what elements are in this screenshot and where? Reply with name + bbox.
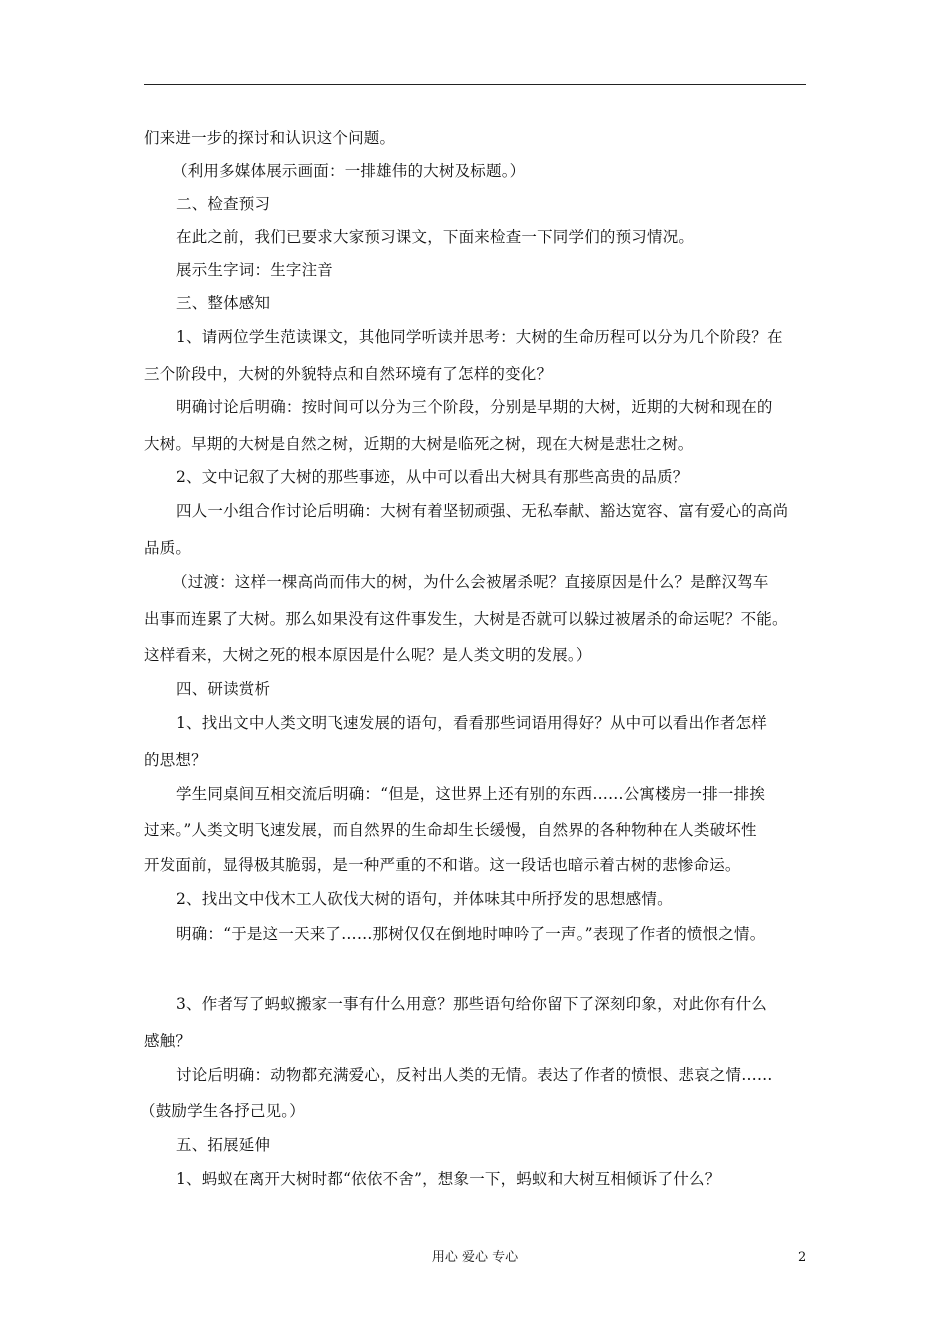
text-line: 2、找出文中伐木工人砍伐大树的语句，并体味其中所抒发的思想感情。 bbox=[176, 890, 673, 908]
text-line: 明确：“于是这一天来了……那树仅仅在倒地时呻吟了一声。”表现了作者的愤恨之情。 bbox=[176, 925, 766, 943]
text-line: 出事而连累了大树。那么如果没有这件事发生，大树是否就可以躲过被屠杀的命运呢？不能。 bbox=[144, 610, 788, 628]
text-line: （过渡：这样一棵高尚而伟大的树，为什么会被屠杀呢？直接原因是什么？是醉汉驾车 bbox=[172, 573, 769, 591]
section-heading: 五、拓展延伸 bbox=[176, 1136, 271, 1154]
text-line: 三个阶段中，大树的外貌特点和自然环境有了怎样的变化？ bbox=[144, 365, 553, 383]
text-line: 展示生字词：生字注音 bbox=[176, 261, 334, 279]
section-heading: 四、研读赏析 bbox=[176, 680, 271, 698]
section-heading: 三、整体感知 bbox=[176, 294, 271, 312]
text-line: 四人一小组合作讨论后明确：大树有着坚韧顽强、无私奉献、豁达宽容、富有爱心的高尚 bbox=[176, 502, 789, 520]
text-line: 开发面前，显得极其脆弱，是一种严重的不和谐。这一段话也暗示着古树的悲惨命运。 bbox=[144, 856, 741, 874]
text-line: 学生同桌间互相交流后明确：“但是，这世界上还有别的东西……公寓楼房一排一排挨 bbox=[176, 785, 766, 803]
text-line: （鼓励学生各抒己见。） bbox=[140, 1102, 305, 1120]
text-line: 2、文中记叙了大树的那些事迹，从中可以看出大树具有那些高贵的品质？ bbox=[176, 468, 689, 486]
section-heading: 二、检查预习 bbox=[176, 195, 271, 213]
text-line: （利用多媒体展示画面：一排雄伟的大树及标题。） bbox=[172, 162, 526, 180]
text-line: 们来进一步的探讨和认识这个问题。 bbox=[144, 129, 396, 147]
text-line: 1、找出文中人类文明飞速发展的语句，看看那些词语用得好？从中可以看出作者怎样 bbox=[176, 714, 767, 732]
text-line: 这样看来，大树之死的根本原因是什么呢？是人类文明的发展。） bbox=[144, 646, 592, 664]
text-line: 1、蚂蚁在离开大树时都“依依不舍”，想象一下，蚂蚁和大树互相倾诉了什么？ bbox=[176, 1170, 721, 1188]
text-line: 过来。”人类文明飞速发展，而自然界的生命却生长缓慢，自然界的各种物种在人类破坏性 bbox=[144, 821, 757, 839]
page-number: 2 bbox=[798, 1250, 807, 1265]
text-line: 讨论后明确：动物都充满爱心，反衬出人类的无情。表达了作者的愤恨、悲哀之情…… bbox=[176, 1066, 773, 1084]
text-line: 感触？ bbox=[144, 1032, 192, 1050]
text-line: 3、作者写了蚂蚁搬家一事有什么用意？那些语句给你留下了深刻印象，对此你有什么 bbox=[176, 995, 767, 1013]
text-line: 明确讨论后明确：按时间可以分为三个阶段，分别是早期的大树，近期的大树和现在的 bbox=[176, 398, 773, 416]
footer-motto: 用心 爱心 专心 bbox=[431, 1250, 519, 1265]
text-line: 大树。早期的大树是自然之树，近期的大树是临死之树，现在大树是悲壮之树。 bbox=[144, 435, 694, 453]
header-rule bbox=[144, 84, 806, 85]
text-line: 的思想？ bbox=[144, 751, 207, 769]
text-line: 品质。 bbox=[144, 539, 192, 557]
text-line: 在此之前，我们已要求大家预习课文，下面来检查一下同学们的预习情况。 bbox=[176, 228, 695, 246]
text-line: 1、请两位学生范读课文，其他同学听读并思考：大树的生命历程可以分为几个阶段？在 bbox=[176, 328, 783, 346]
